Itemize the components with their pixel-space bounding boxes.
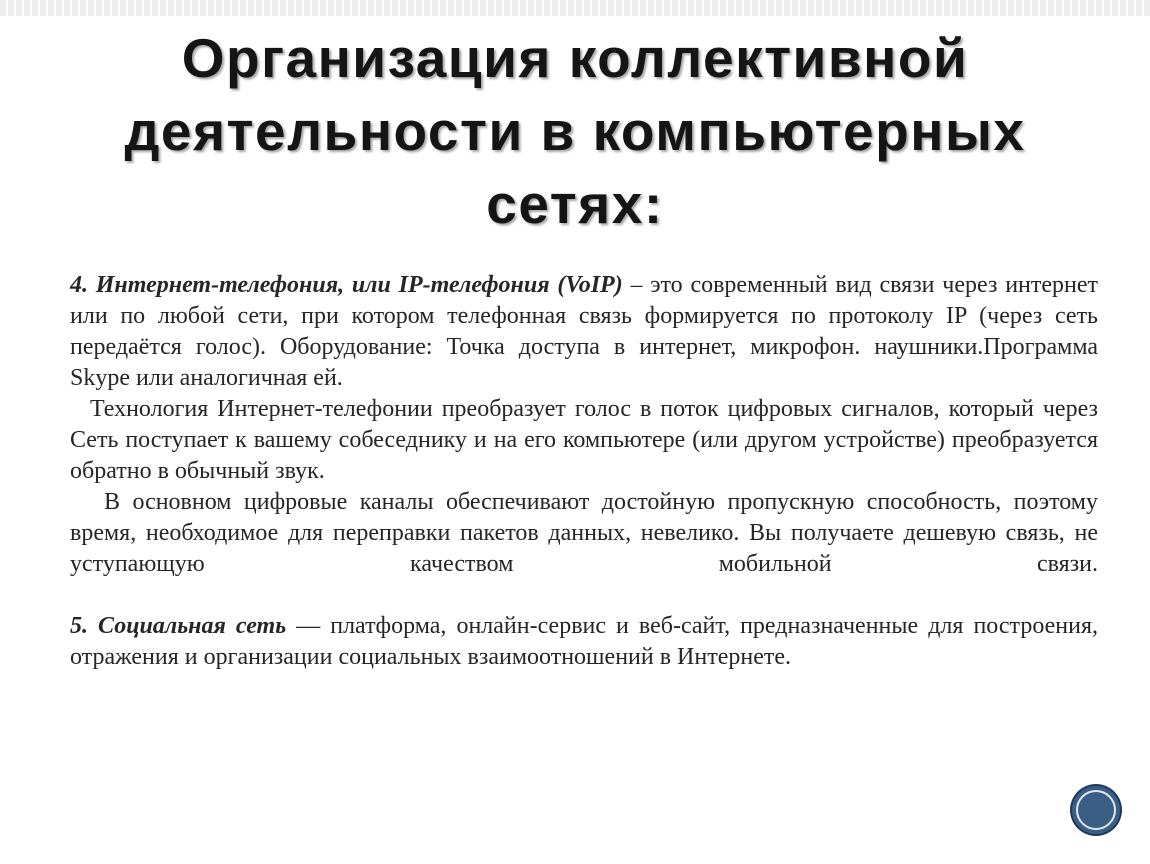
voip-definition: – это современный вид связи через интернет или по любой сети, при котором телефонная связь формируется по протоколу IP (через сеть передаётся голос). Оборудование: Точка доступа в интернет, микрофон. наушники.Программа Skype или аналогичная ей. bbox=[70, 272, 1099, 391]
social-network-term: 5. Социальная сеть bbox=[70, 613, 287, 639]
slide-title bbox=[60, 22, 1090, 241]
voip-term: 4. Интернет-телефония, или IP-телефония (VoIP) bbox=[70, 272, 623, 298]
social-network-paragraph bbox=[70, 611, 1098, 673]
title-line-1: Организация коллективной bbox=[181, 27, 969, 89]
slide-body bbox=[70, 270, 1098, 673]
decorative-top-border bbox=[0, 0, 1150, 16]
paragraph-spacer bbox=[70, 580, 1098, 611]
social-network-definition: — платформа, онлайн-сервис и веб-сайт, предназначенные для построения, отражения и организации социальных взаимоотношений в Интернете. bbox=[70, 613, 1098, 670]
technology-paragraph: Технология Интернет-телефонии преобразует голос в поток цифровых сигналов, который через Сеть поступает к вашему собеседнику и на его компьютере (или другом устройстве) преобразуется обратно в обычный звук. bbox=[70, 396, 1098, 484]
title-line-3: сетях: bbox=[486, 173, 664, 235]
title-line-2: деятельности в компьютерных bbox=[124, 100, 1026, 162]
channels-paragraph: В основном цифровые каналы обеспечивают достойную пропускную способность, поэтому время, необходимое для переправки пакетов данных, невелико. Вы получаете дешевую связь, не уступающую качеством мобильной связи. bbox=[70, 489, 1098, 577]
voip-paragraph bbox=[70, 270, 1098, 394]
slide-nav-button[interactable] bbox=[1072, 786, 1120, 834]
